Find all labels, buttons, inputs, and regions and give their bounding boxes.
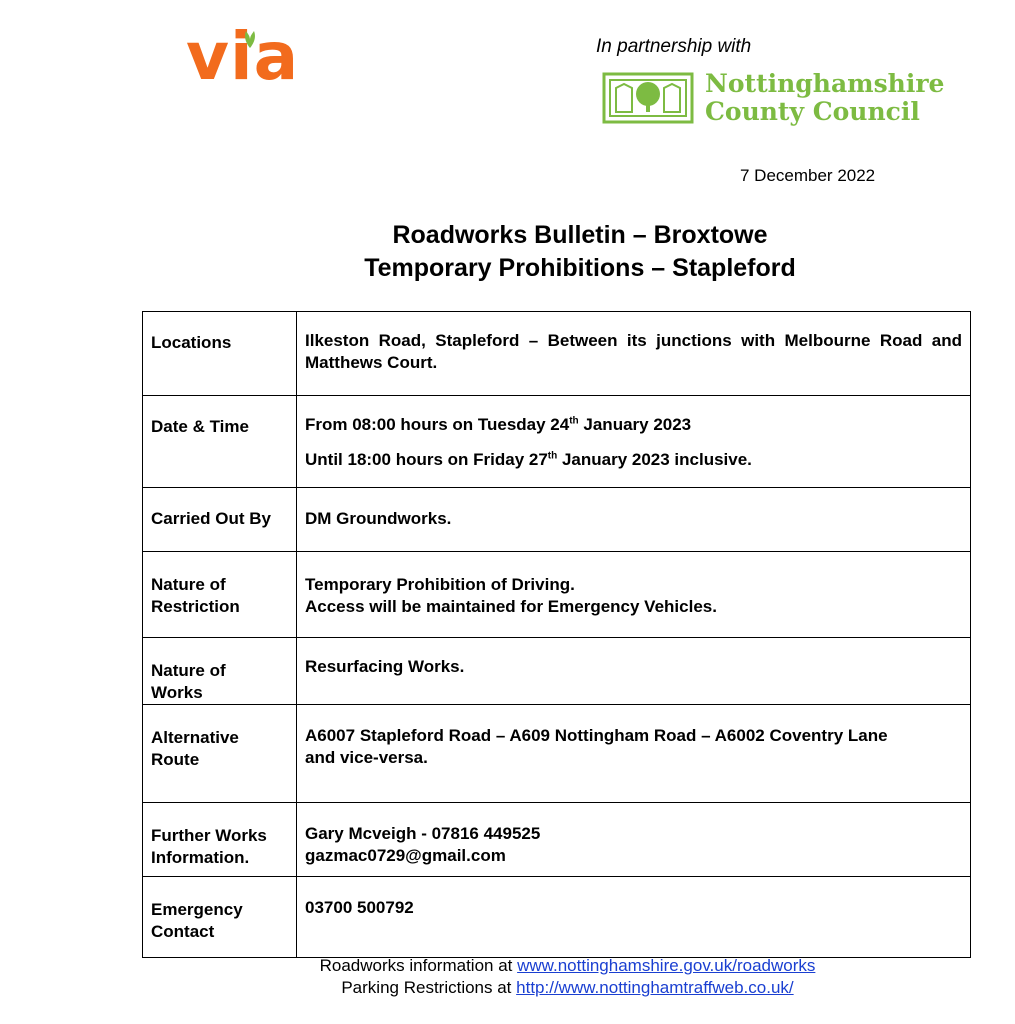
roadworks-info-line bbox=[0, 955, 1015, 977]
table-row bbox=[143, 705, 971, 803]
table-row bbox=[143, 877, 971, 958]
council-name-line2: County Council bbox=[705, 97, 920, 126]
table-row bbox=[143, 638, 971, 705]
further-info-value: Gary Mcveigh - 07816 449525 gazmac0729@gmail.com bbox=[297, 803, 971, 877]
emergency-value: 03700 500792 bbox=[297, 877, 971, 958]
council-name bbox=[705, 70, 944, 126]
works-label: Nature of Works bbox=[143, 638, 297, 705]
via-logo bbox=[186, 18, 316, 100]
works-value: Resurfacing Works. bbox=[297, 638, 971, 705]
title-line2: Temporary Prohibitions – Stapleford bbox=[364, 254, 796, 282]
restriction-value: Temporary Prohibition of Driving. Access will be maintained for Emergency Vehicles. bbox=[297, 552, 971, 638]
partnership-text: In partnership with bbox=[596, 36, 752, 57]
parking-info-line bbox=[0, 977, 1015, 999]
council-name-line1: Nottinghamshire bbox=[705, 69, 945, 98]
restriction-label: Nature of Restriction bbox=[143, 552, 297, 638]
bulletin-table bbox=[142, 311, 971, 958]
roadworks-link[interactable]: www.nottinghamshire.gov.uk/roadworks bbox=[517, 956, 816, 975]
locations-value: Ilkeston Road, Stapleford – Between its junctions with Melbourne Road and Matthews Court. bbox=[297, 312, 971, 396]
table-row bbox=[143, 803, 971, 877]
footer bbox=[0, 955, 1015, 999]
leaf-icon bbox=[242, 30, 258, 48]
emergency-label: Emergency Contact bbox=[143, 877, 297, 958]
title-line1: Roadworks Bulletin – Broxtowe bbox=[392, 221, 768, 249]
date-from: From 08:00 hours on Tuesday 24th January 2023 bbox=[305, 415, 692, 434]
bulletin-date: 7 December 2022 bbox=[740, 166, 876, 185]
table-row bbox=[143, 396, 971, 488]
date-time-label: Date & Time bbox=[143, 396, 297, 488]
locations-label: Locations bbox=[143, 312, 297, 396]
alt-route-label: Alternative Route bbox=[143, 705, 297, 803]
carried-out-label: Carried Out By bbox=[143, 488, 297, 552]
date-time-value bbox=[297, 396, 971, 488]
via-logo-text: via bbox=[186, 18, 300, 95]
further-info-label: Further Works Information. bbox=[143, 803, 297, 877]
carried-out-value: DM Groundworks. bbox=[297, 488, 971, 552]
table-row bbox=[143, 312, 971, 396]
parking-link[interactable]: http://www.nottinghamtraffweb.co.uk/ bbox=[516, 978, 794, 997]
page-title bbox=[0, 219, 1015, 285]
table-row bbox=[143, 488, 971, 552]
table-row bbox=[143, 552, 971, 638]
date-until: Until 18:00 hours on Friday 27th January 2023 inclusive. bbox=[305, 450, 752, 469]
parking-info-prefix: Parking Restrictions at bbox=[341, 978, 517, 997]
council-crest-icon bbox=[602, 70, 694, 126]
alt-route-value: A6007 Stapleford Road – A609 Nottingham Road – A6002 Coventry Lane and vice-versa. bbox=[297, 705, 971, 803]
roadworks-info-prefix: Roadworks information at bbox=[319, 956, 518, 975]
